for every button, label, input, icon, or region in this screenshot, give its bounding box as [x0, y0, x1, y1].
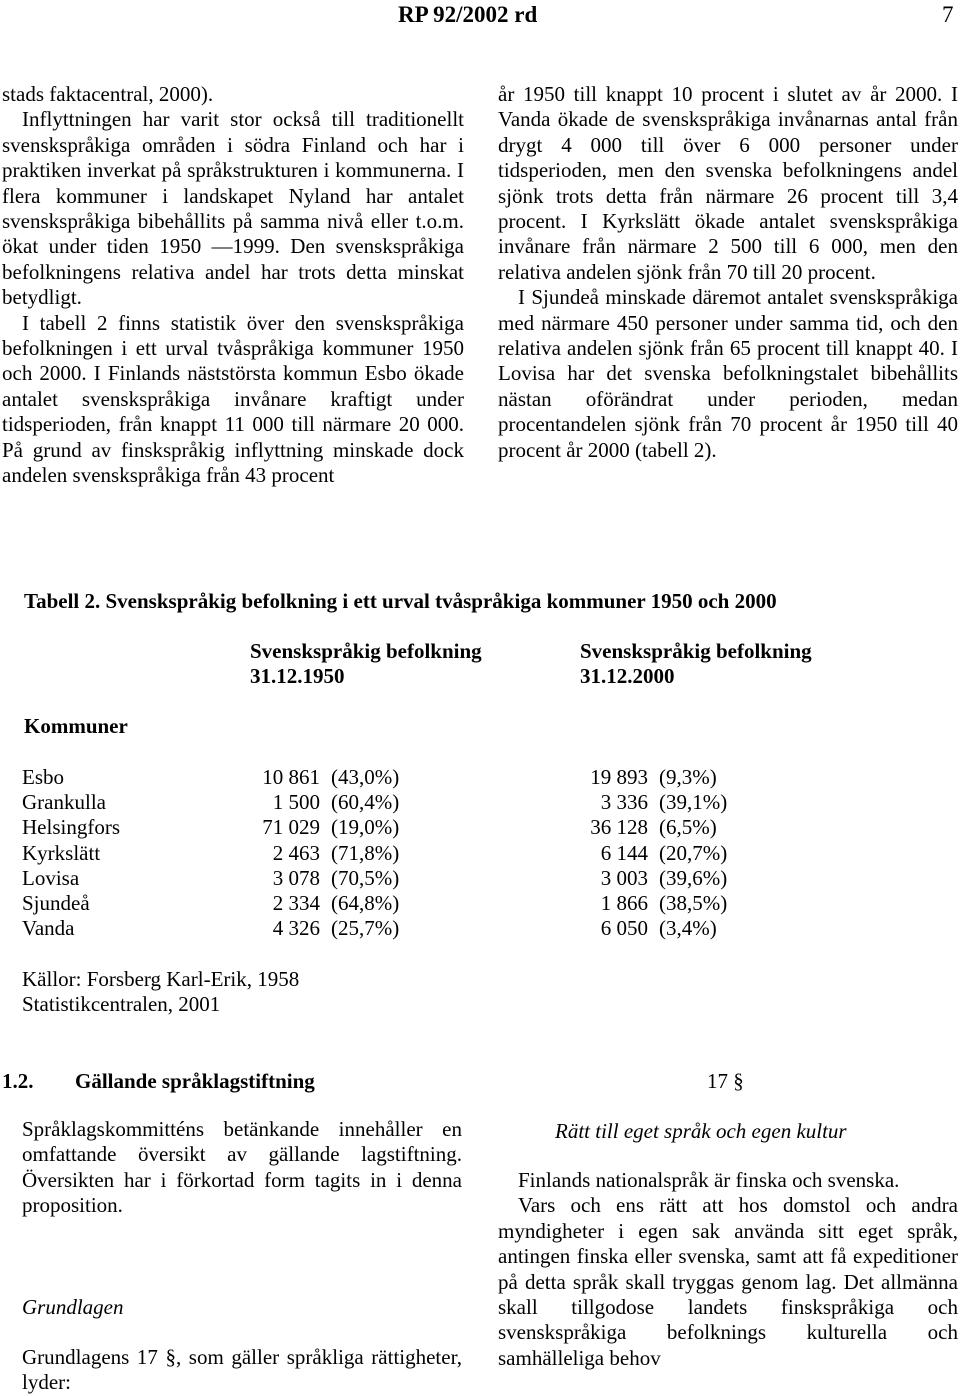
- percent-2000: (39,6%): [659, 865, 728, 890]
- table-row: [0, 891, 960, 916]
- right-column-top: [498, 82, 958, 463]
- paragraph: Grundlagens 17 §, som gäller språkliga rättigheter, lyder:: [22, 1345, 462, 1395]
- source-line: Statistikcentralen, 2001: [22, 992, 221, 1016]
- source-line: Källor: Forsberg Karl-Erik, 1958: [22, 967, 300, 991]
- column-header-date: 31.12.1950: [250, 664, 345, 688]
- value-1950: 10 861: [262, 765, 320, 789]
- percent-1950: (25,7%): [331, 916, 400, 941]
- municipality-name: Grankulla: [22, 790, 106, 815]
- municipality-name: Vanda: [22, 916, 75, 941]
- paragraph: Inflyttningen har varit stor också till traditionellt svenskspråkiga områden i södra Finland och har i praktiken inverkat på språkstrukturen i kommunerna. I flera kommuner i landskapet Nyland har antalet svenskspråkiga bibehållits på samma nivå eller t.o.m. ökat under tiden 1950 —1999. Den svenskspråkiga befolkningens relativa andel har trots detta minskat betydligt.: [2, 107, 464, 310]
- paragraph: I Sjundeå minskade däremot antalet svenskspråkiga med närmare 450 personer under samma tid, och den relativa andelen sjönk från 65 procent till knappt 40. I Lovisa har det svenska befolkningstalet bibehållits nästan oförändrat under perioden, medan procentandelen sjönk från 70 procent år 1950 till 40 procent år 2000 (tabell 2).: [498, 285, 958, 462]
- percent-1950: (64,8%): [331, 890, 400, 915]
- value-1950: 4 326: [272, 916, 320, 941]
- municipality-name: Helsingfors: [22, 815, 120, 840]
- table-row: [0, 765, 960, 790]
- table-body: [0, 765, 960, 941]
- municipality-name: Esbo: [22, 765, 64, 789]
- percent-2000: (20,7%): [659, 840, 728, 865]
- value-2000: 3 336: [600, 790, 648, 815]
- percent-2000: (9,3%): [659, 765, 717, 789]
- column-header-1950: [250, 639, 482, 689]
- percent-2000: (6,5%): [659, 815, 717, 840]
- value-2000: 6 050: [600, 916, 648, 941]
- value-2000: 19 893: [590, 765, 648, 789]
- value-1950: 71 029: [262, 815, 320, 840]
- column-header-kommuner: Kommuner: [24, 714, 128, 738]
- left-column-bottom: [22, 1117, 462, 1219]
- percent-1950: (70,5%): [331, 865, 400, 890]
- page-number: 7: [942, 2, 954, 27]
- paragraph: stads faktacentral, 2000).: [2, 82, 214, 106]
- value-1950: 1 500: [272, 790, 320, 815]
- page-header: [0, 2, 960, 32]
- paragraph: Vars och ens rätt att hos domstol och andra myndigheter i egen sak använda sitt eget språk, antingen finska eller svenska, samt att få expeditioner på detta språk skall tryggas genom lag. Det allmänna skall tillgodose landets finskspråkiga och svenskspråkiga befolknings kulturella och samhälleliga behov: [498, 1193, 958, 1370]
- column-header-label: Svenskspråkig befolkning: [580, 639, 812, 663]
- subheading-right: Rätt till eget språk och egen kultur: [555, 1119, 847, 1143]
- paragraph: I tabell 2 finns statistik över den svenskspråkiga befolkningen i ett urval tvåspråkiga kommuner 1950 och 2000. I Finlands näststörsta kommun Esbo ökade antalet svenskspråkiga invånare kraftigt under tidsperioden, från knappt 11 000 till närmare 20 000. På grund av finskspråkig inflyttning minskade dock andelen svenskspråkiga från 43 procent: [2, 310, 464, 488]
- paragraph: Finlands nationalspråk är finska och svenska.: [518, 1168, 900, 1192]
- column-header-date: 31.12.2000: [580, 664, 675, 688]
- table-sources: [22, 967, 299, 1017]
- document-id: RP 92/2002 rd: [398, 2, 538, 27]
- table-row: [0, 866, 960, 891]
- value-1950: 2 334: [272, 890, 320, 915]
- table-row: [0, 841, 960, 866]
- table-title: Tabell 2. Svenskspråkig befolkning i ett urval tvåspråkiga kommuner 1950 och 2000: [24, 589, 777, 613]
- percent-2000: (3,4%): [659, 916, 717, 941]
- municipality-name: Lovisa: [22, 865, 80, 890]
- section-reference: 17 §: [707, 1069, 744, 1093]
- percent-2000: (38,5%): [659, 890, 728, 915]
- table-row: [0, 815, 960, 840]
- paragraph: år 1950 till knappt 10 procent i slutet av år 2000. I Vanda ökade de svenskspråkiga invånarnas antal från drygt 4 000 till över 6 000 personer under tidsperioden, men den svenska befolkningens andel sjönk trots detta från närmare 26 procent till 3,4 procent. I Kyrkslätt ökade antalet svenskspråkiga invånare från närmare 2 500 till 6 000, men den relativa andelen sjönk från 70 till 20 procent.: [498, 82, 958, 284]
- value-1950: 2 463: [272, 840, 320, 865]
- left-column-bottom-2: [22, 1345, 462, 1396]
- section-number: 1.2.: [2, 1069, 34, 1093]
- percent-1950: (60,4%): [331, 790, 400, 815]
- column-header-2000: [580, 639, 812, 689]
- right-column-bottom: [498, 1168, 958, 1371]
- table-row: [0, 916, 960, 941]
- percent-1950: (71,8%): [331, 840, 400, 865]
- percent-1950: (19,0%): [331, 815, 400, 840]
- paragraph: Språklagskommitténs betänkande innehåller en omfattande översikt av gällande lagstiftning. Översikten har i förkortad form tagits in i denna proposition.: [22, 1117, 462, 1218]
- value-2000: 3 003: [600, 865, 648, 890]
- value-2000: 1 866: [600, 890, 648, 915]
- value-2000: 6 144: [600, 840, 648, 865]
- column-header-label: Svenskspråkig befolkning: [250, 639, 482, 663]
- percent-2000: (39,1%): [659, 790, 728, 815]
- left-column-top: [2, 82, 464, 489]
- value-1950: 3 078: [272, 865, 320, 890]
- value-2000: 36 128: [590, 815, 648, 840]
- municipality-name: Sjundeå: [22, 890, 90, 915]
- municipality-name: Kyrkslätt: [22, 840, 101, 865]
- table-row: [0, 790, 960, 815]
- section-title: Gällande språklagstiftning: [75, 1069, 315, 1093]
- percent-1950: (43,0%): [331, 765, 400, 789]
- subheading-grundlagen: Grundlagen: [22, 1295, 124, 1319]
